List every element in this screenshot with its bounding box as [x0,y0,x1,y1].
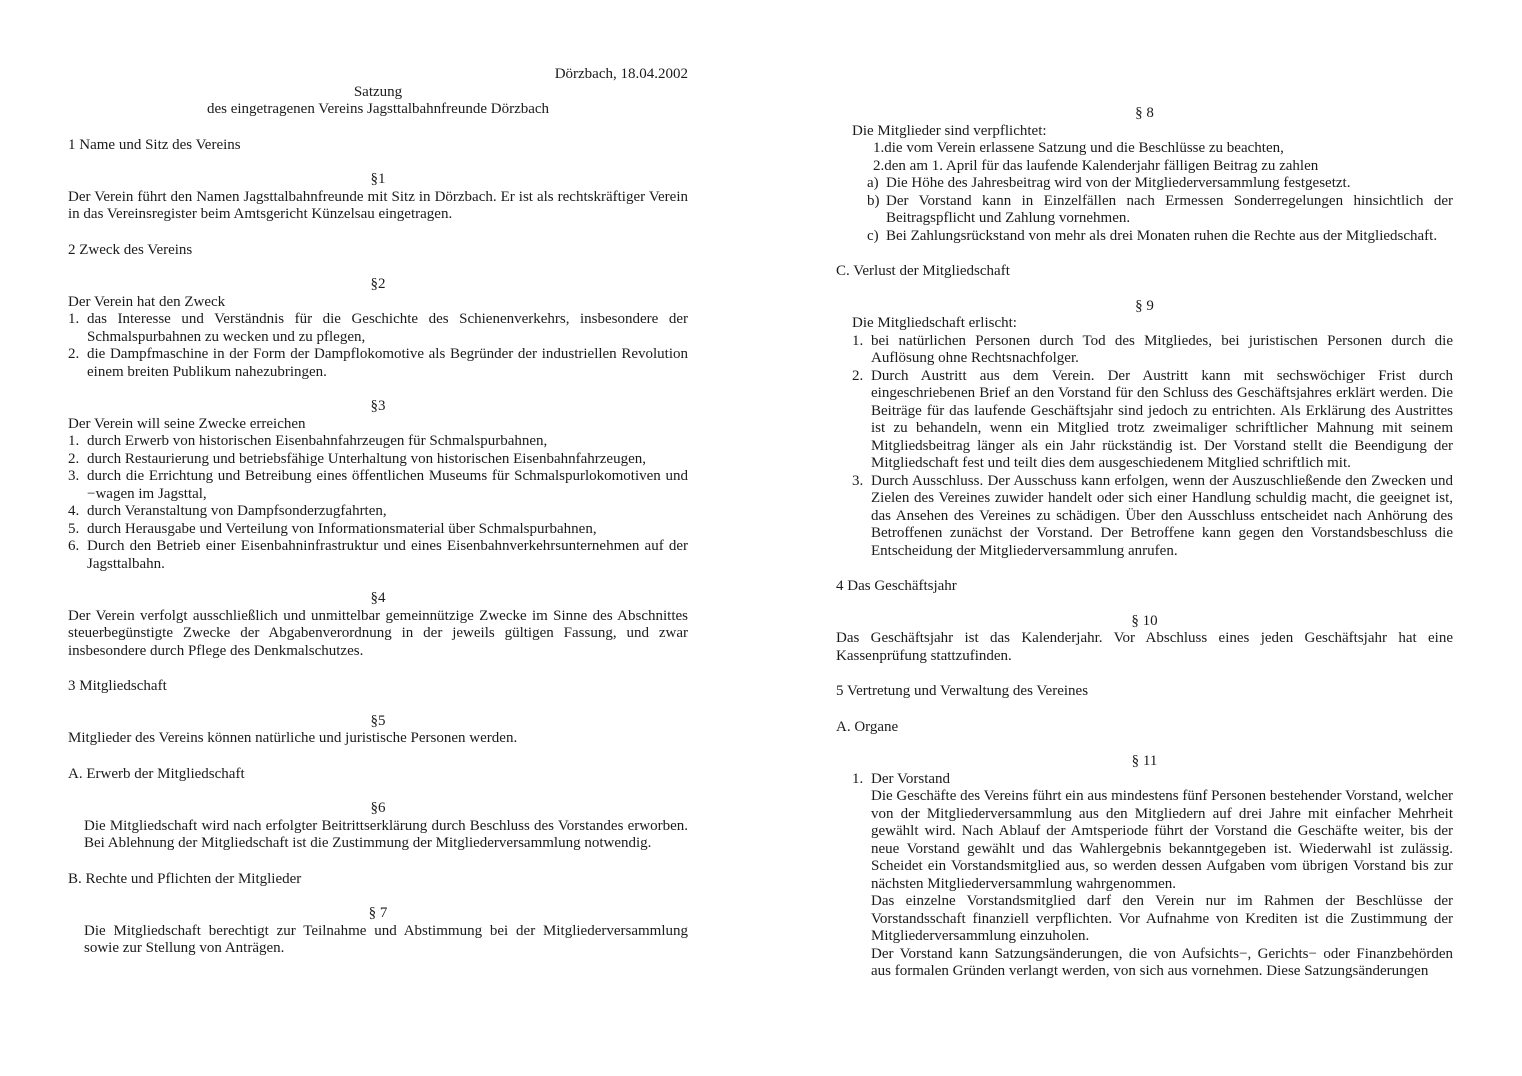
list-item-body: das Interesse und Verständnis für die Geschichte des Schienenverkehrs, insbesondere der Schmalspurbahnen zu wecken und zu pflegen, [87,311,688,345]
list-item-body: durch die Errichtung und Betreibung eines öffentlichen Museums für Schmalspurlokomotiven und −wagen im Jagsttal, [87,468,688,502]
section-number: §3 [370,398,386,414]
section-number: § 8 [1135,105,1154,121]
list-item-marker: 1. [852,770,864,787]
list-item-body: Durch Austritt aus dem Verein. Der Austritt kann mit sechswöchiger Frist durch eingeschriebenen Brief an den Vorstand für den Schluss des Geschäftsjahres erklärt werden. Die Beiträge für das laufende Geschäftsjahr sind jedoch zu entrichten. Als Erklärung des Austrittes ist zu behandeln, wenn ein Mitglied trotz zweimaliger schriftlicher Mahnung mit seinem Mitgliedsbeitrag länger als ein Jahr rückständig ist. Der Vorstand stellt die Beendigung der Mitgliedschaft fest und teilt dies dem ausgeschiedenem Mitglied schriftlich mit. [871,367,1453,471]
list-item-marker: 3. [852,472,864,489]
paragraph: Der Verein verfolgt ausschließlich und unmittelbar gemeinnützige Zwecke im Sinne des Abschnittes steuerbegünstigte Zwecke der Abgabenverordnung in der jeweils gültigen Fassung, und zwar insbesondere durch Pflege des Denkmalschutzes. [68,607,688,659]
list-item [68,451,688,469]
paragraph: Der Vorstand kann Satzungsänderungen, die von Aufsichts−, Gerichts− oder Finanzbehörden aus formalen Gründen verlangt werden, von sich aus vornehmen. Diese Satzungsänderungen [871,945,1453,979]
section-heading: 5 Vertretung und Verwaltung des Vereines [836,683,1089,699]
list-item-body: Die Höhe des Jahresbeitrag wird von der Mitgliederversammlung festgesetzt. [886,175,1351,191]
list-item-body: Bei Zahlungsrückstand von mehr als drei Monaten ruhen die Rechte aus der Mitgliedschaft. [886,227,1438,244]
section-number: §2 [370,276,386,292]
list-item [852,771,1453,981]
list-item [852,368,1453,473]
paragraph: Das Geschäftsjahr ist das Kalenderjahr. Vor Abschluss eines jeden Geschäftsjahr hat eine Kassenprüfung stattzufinden. [836,630,1453,664]
list-item-body: die Dampfmaschine in der Form der Dampflokomotive als Begründer der industriellen Revolution einem breiten Publikum nahezubringen. [87,346,688,380]
list-item [852,333,1453,368]
paragraph: Mitglieder des Vereins können natürliche und juristische Personen werden. [68,730,518,746]
section-number: § 9 [1135,297,1154,314]
paragraph: Die Mitgliedschaft berechtigt zur Teilnahme und Abstimmung bei der Mitgliederversammlung sowie zur Stellung von Anträgen. [84,922,688,956]
section-heading: C. Verlust der Mitgliedschaft [836,263,1010,279]
list-item-body: durch Veranstaltung von Dampfsonderzugfahrten, [87,503,387,519]
section-number: §5 [370,712,386,729]
list-item-body: Durch den Betrieb einer Eisenbahninfrastruktur und eines Eisenbahnverkehrsunternehmen auf der Jagsttalbahn. [87,538,688,572]
list-item-marker: a) [867,175,879,191]
list-item-marker: 5. [68,520,80,537]
list-item-marker: 3. [68,468,80,484]
list-item-body [871,771,1453,981]
section-heading: 4 Das Geschäftsjahr [836,578,957,594]
paragraph: Der Verein führt den Namen Jagsttalbahnfreunde mit Sitz in Dörzbach. Er ist als rechtskräftiger Verein in das Vereinsregister beim Amtsgericht Künzelsau eingetragen. [68,188,688,222]
list-item-marker: c) [867,227,879,244]
list-item-marker: 1. [68,433,80,449]
list-item [68,521,688,539]
paragraph: Die Mitgliedschaft wird nach erfolgter Beitrittserklärung durch Beschluss des Vorstandes erworben. Bei Ablehnung der Mitgliedschaft ist die Zustimmung der Mitgliederversammlung notwendig. [84,817,688,851]
list-item-marker: 1. [852,332,864,349]
list-item [68,311,688,346]
list-item [852,473,1453,561]
section-heading: B. Rechte und Pflichten der Mitglieder [68,870,302,887]
document-column-right [836,105,1453,981]
section-heading: 1 Name und Sitz des Vereins [68,136,241,153]
paragraph: Der Verein will seine Zwecke erreichen [68,415,306,432]
sub-item: 2.den am 1. April für das laufende Kalenderjahr fälligen Beitrag zu zahlen [873,157,1319,174]
list-item-marker: 4. [68,503,80,519]
numbered-list [836,333,1453,561]
date-line: Dörzbach, 18.04.2002 [554,66,688,82]
paragraph: Der Verein hat den Zweck [68,293,226,310]
list-item-title: Der Vorstand [871,770,951,787]
list-item-marker: 2. [68,346,80,362]
section-number: §6 [370,800,386,816]
section-heading: 3 Mitgliedschaft [68,678,167,694]
list-item-marker: b) [867,192,880,209]
list-item-marker: 1. [68,311,80,327]
list-item [68,538,688,573]
section-heading: A. Organe [836,718,899,735]
numbered-list [836,771,1453,981]
document-column-left [68,66,688,958]
list-item [68,503,688,521]
list-item-body: bei natürlichen Personen durch Tod des Mitgliedes, bei juristischen Personen durch die Auflösung ohne Rechtsnachfolger. [871,332,1453,366]
list-item-body: durch Herausgabe und Verteilung von Informationsmaterial über Schmalspurbahnen, [87,520,597,537]
paragraph: Die Mitglieder sind verpflichtet: [852,122,1047,139]
list-item [867,228,1453,246]
list-item [68,346,688,381]
section-number: §1 [370,171,386,187]
section-number: §4 [370,590,386,606]
list-item-body: Der Vorstand kann in Einzelfällen nach Ermessen Sonderregelungen hinsichtlich der Beitragspflicht und Zahlung vornehmen. [886,192,1453,226]
section-heading: A. Erwerb der Mitgliedschaft [68,765,245,782]
numbered-list [836,175,1453,245]
list-item-body: durch Restaurierung und betriebsfähige Unterhaltung von historischen Eisenbahnfahrzeugen, [87,450,646,467]
section-number: § 7 [368,905,388,921]
title-line: des eingetragenen Vereins Jagsttalbahnfreunde Dörzbach [206,101,550,117]
list-item-body: durch Erwerb von historischen Eisenbahnfahrzeugen für Schmalspurbahnen, [87,433,548,449]
list-item [867,193,1453,228]
title-line: Satzung [353,83,403,100]
list-item-marker: 6. [68,538,80,554]
paragraph: Die Geschäfte des Vereins führt ein aus mindestens fünf Personen bestehender Vorstand, welcher von der Mitgliederversammlung aus den Mitgliedern auf drei Jahre mit einfacher Mehrheit gewählt wird. Nach Ablauf der Amtsperiode führt der Vorstand die Geschäfte weiter, bis der neue Vorstand gewählt und das Wahlergebnis bekanntgegeben ist. Wiederwahl ist zulässig. Scheidet ein Vorstandsmitglied aus, so werden dessen Aufgaben vom übrigen Vorstand bis zur nächsten Mitgliederversammlung wahrgenommen. [871,788,1453,892]
list-item-body: Durch Ausschluss. Der Ausschuss kann erfolgen, wenn der Auszuschließende den Zwecken und Zielen des Vereines zuwider handelt oder sich einer Handlung schuldig macht, die geeignet ist, das Ansehen des Vereines zu schädigen. Über den Ausschluss entscheidet nach Anhörung des Betroffenen zunächst der Vorstand. Der Betroffene kann gegen den Vorstandsbeschluss die Entscheidung der Mitgliederversammlung anrufen. [871,472,1453,559]
numbered-list [68,311,688,381]
list-item-marker: 2. [852,367,864,384]
sub-item: 1.die vom Verein erlassene Satzung und die Beschlüsse zu beachten, [873,140,1284,156]
list-item [68,468,688,503]
list-item [68,433,688,451]
numbered-list [68,433,688,573]
section-heading: 2 Zweck des Vereins [68,241,193,258]
section-number: § 10 [1131,612,1158,629]
paragraph: Das einzelne Vorstandsmitglied darf den Verein nur im Rahmen der Beschlüsse der Vorstandsschaft finanziell verpflichten. Vor Aufnahme von Krediten ist die Zustimmung der Mitgliederversammlung einzuholen. [871,893,1453,944]
list-item-marker: 2. [68,450,80,467]
section-number: § 11 [1131,753,1158,769]
list-item [867,175,1453,193]
paragraph: Die Mitgliedschaft erlischt: [852,315,1017,331]
